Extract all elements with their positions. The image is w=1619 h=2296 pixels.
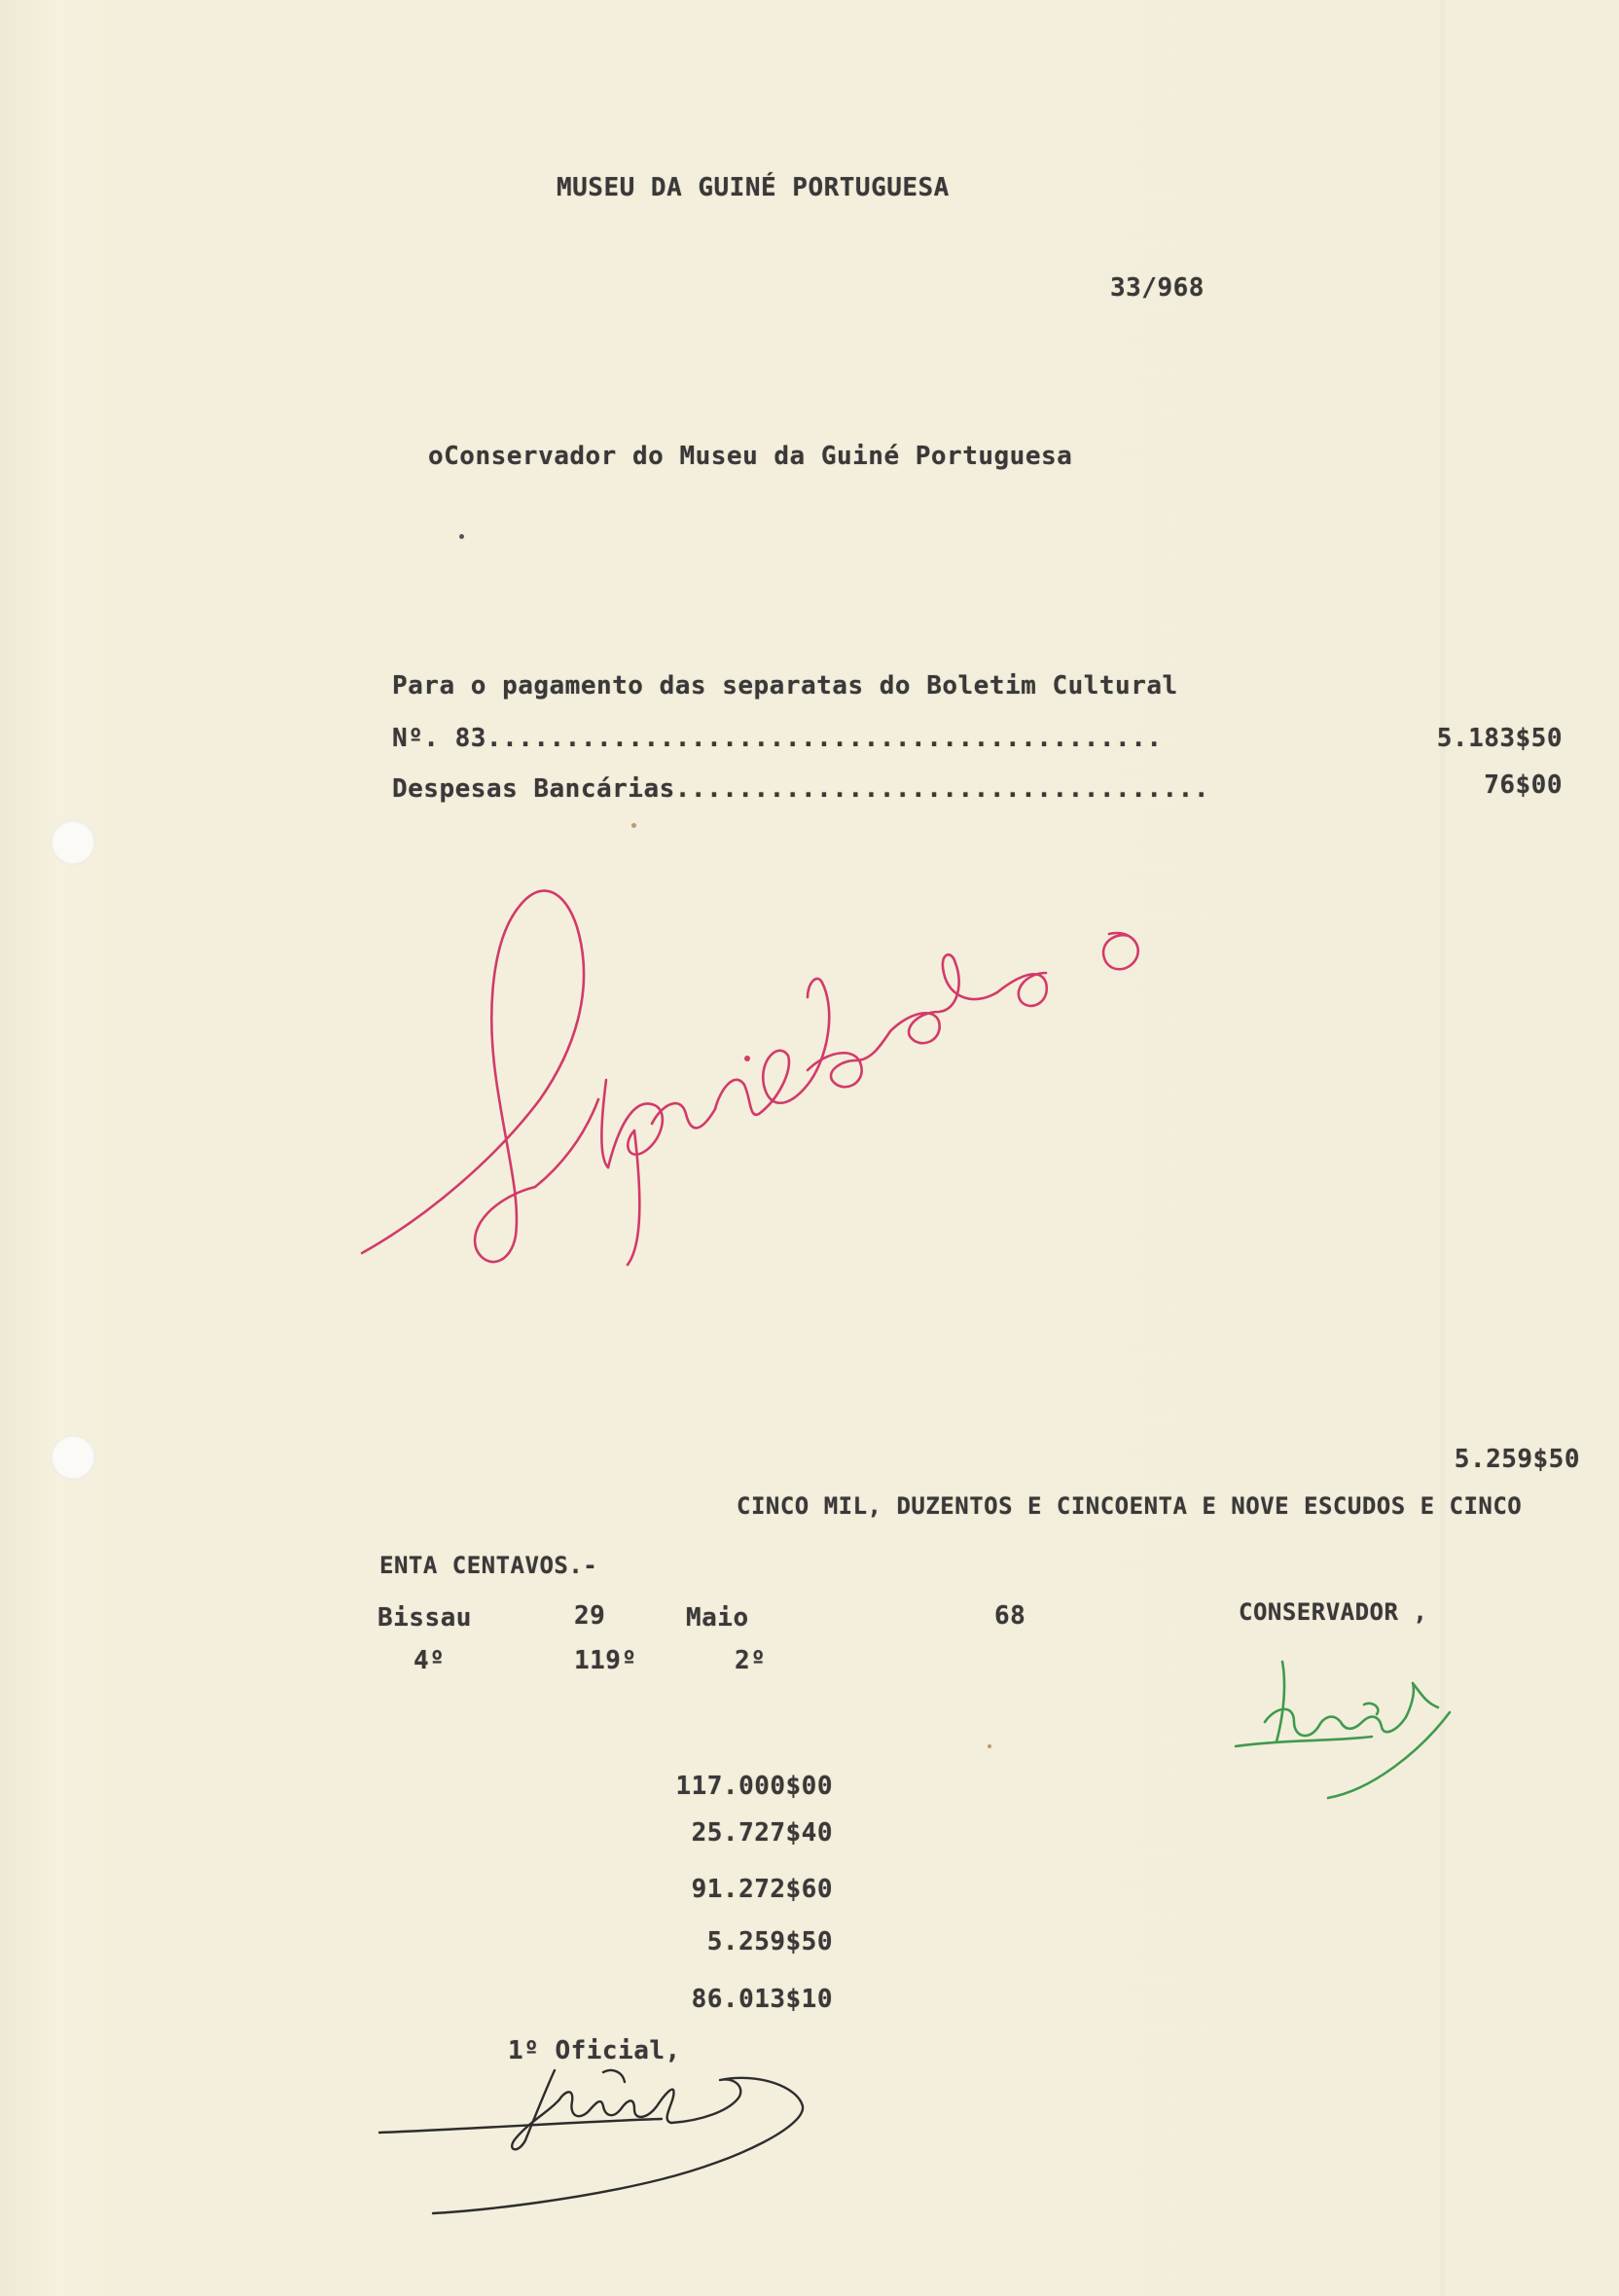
liquidado-handwritten-mark [350, 876, 1206, 1304]
account-line-2: 25.727$40 [691, 1818, 833, 1848]
code-3: 2º [735, 1646, 767, 1675]
account-line-5: 86.013$10 [691, 1985, 833, 2014]
total-amount: 5.259$50 [1454, 1445, 1580, 1474]
paper-speck [988, 1744, 991, 1748]
total-in-words-line1: CINCO MIL, DUZENTOS E CINCOENTA E NOVE ESCUDOS E CINCO [737, 1492, 1523, 1520]
place: Bissau [378, 1603, 472, 1632]
account-line-1: 117.000$00 [675, 1772, 833, 1801]
institution-heading: MUSEU DA GUINÉ PORTUGUESA [557, 173, 950, 202]
official-signature [370, 2053, 817, 2218]
code-2: 119º [574, 1646, 637, 1675]
item-2-amount: 76$00 [1484, 771, 1563, 800]
item-2-description: Despesas Bancárias.................................. [392, 774, 1209, 804]
day: 29 [574, 1601, 606, 1631]
conservador-role: CONSERVADOR , [1239, 1598, 1428, 1626]
item-1-description-line2: Nº. 83........................................... [392, 724, 1163, 753]
addressee-line: oConservador do Museu da Guiné Portuguesa [428, 442, 1073, 471]
account-line-4: 5.259$50 [706, 1927, 833, 1956]
code-1: 4º [414, 1646, 446, 1675]
paper-fold [1440, 0, 1446, 2296]
official-label: 1º Oficial, [508, 2036, 681, 2065]
punch-hole-bottom [51, 1435, 95, 1480]
reference-number: 33/968 [1110, 273, 1205, 303]
year: 68 [994, 1601, 1026, 1631]
item-1-description-line1: Para o pagamento das separatas do Boletim Cultural [392, 671, 1178, 700]
punch-hole-top [51, 820, 95, 865]
month: Maio [686, 1603, 749, 1632]
account-line-3: 91.272$60 [691, 1875, 833, 1904]
total-in-words-line2: ENTA CENTAVOS.- [379, 1552, 598, 1579]
item-1-amount: 5.183$50 [1436, 724, 1563, 753]
ink-dot [459, 534, 464, 539]
paper-speck [631, 823, 636, 828]
